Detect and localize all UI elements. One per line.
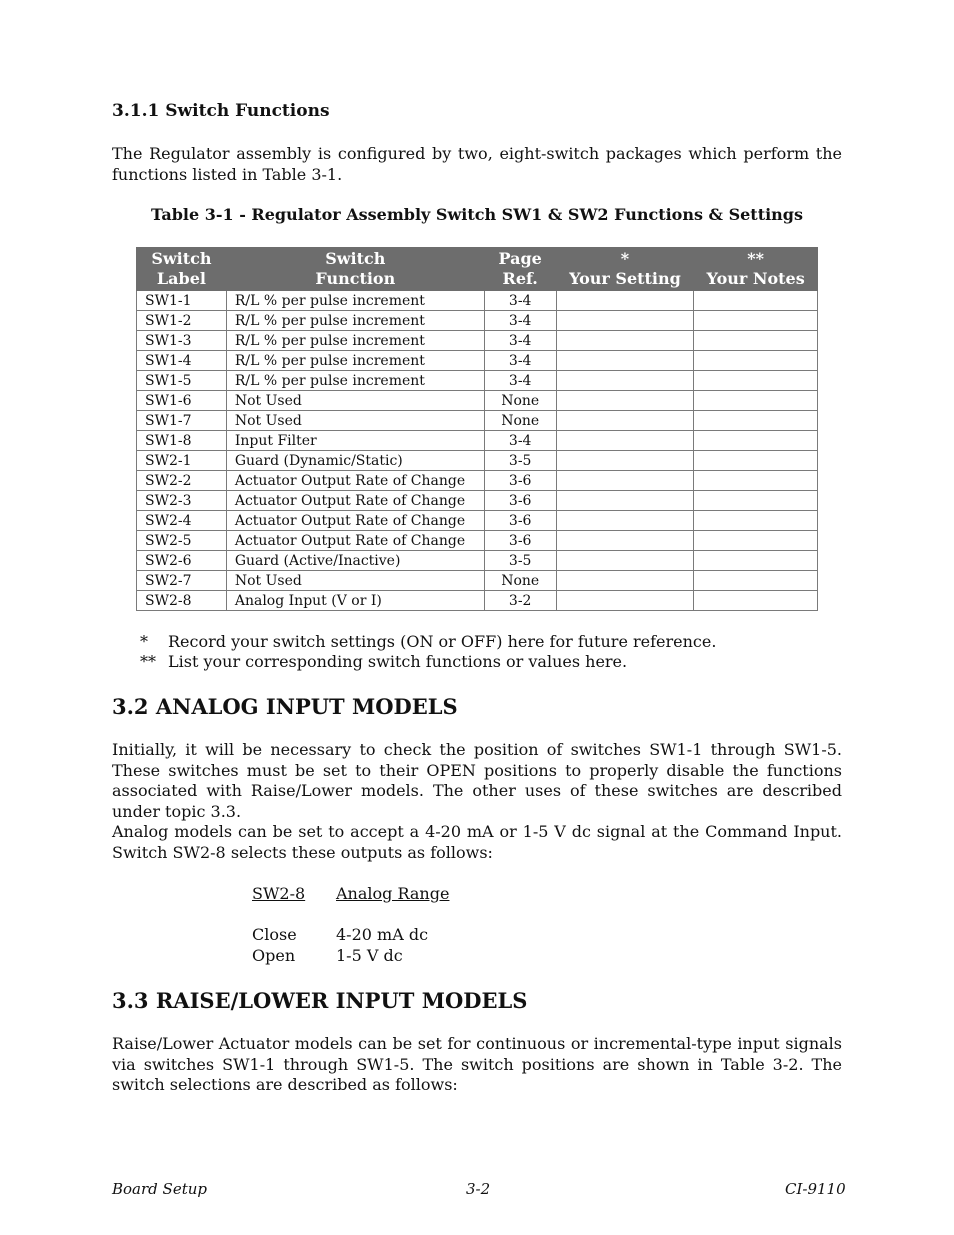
table-row (137, 311, 818, 331)
table-row (137, 451, 818, 471)
footnote-setting: * Record your switch settings (ON or OFF) here for future reference. (140, 632, 717, 651)
cell-switch-function: Guard (Active/Inactive) (226, 551, 484, 571)
cell-switch-label: SW1-4 (137, 351, 227, 371)
range-header-range: Analog Range (336, 884, 450, 903)
cell-your-notes (694, 451, 818, 471)
cell-switch-label: SW1-3 (137, 331, 227, 351)
table-header-row (137, 248, 818, 291)
cell-your-notes (694, 291, 818, 311)
cell-switch-label: SW2-3 (137, 491, 227, 511)
cell-your-notes (694, 311, 818, 331)
cell-switch-label: SW2-7 (137, 571, 227, 591)
cell-page-ref: 3-2 (484, 591, 556, 611)
cell-switch-label: SW2-8 (137, 591, 227, 611)
cell-switch-label: SW1-1 (137, 291, 227, 311)
section-3-2-paragraph-1: Initially, it will be necessary to check the position of switches SW1-1 through SW1-5. These switches must be set to their OPEN positions to properly disable the functions associated with Raise/Lower models. The other uses of these switches are described under topic 3.3. (112, 740, 842, 821)
cell-your-setting (556, 431, 694, 451)
cell-page-ref: 3-6 (484, 471, 556, 491)
header-switch-label: Switch Label (137, 248, 227, 291)
cell-your-setting (556, 571, 694, 591)
cell-page-ref: 3-4 (484, 311, 556, 331)
header-your-setting: * Your Setting (556, 248, 694, 291)
cell-page-ref: 3-4 (484, 331, 556, 351)
cell-switch-label: SW2-6 (137, 551, 227, 571)
cell-your-notes (694, 331, 818, 351)
cell-your-setting (556, 411, 694, 431)
table-caption: Table 3-1 - Regulator Assembly Switch SW1 & SW2 Functions & Settings (150, 205, 803, 224)
cell-switch-function: Actuator Output Rate of Change (226, 511, 484, 531)
cell-switch-label: SW2-2 (137, 471, 227, 491)
section-3-2-paragraph-2: Analog models can be set to accept a 4-20 mA or 1-5 V dc signal at the Command Input. Switch SW2-8 selects these outputs as follows: (112, 822, 842, 862)
footnote-notes: ** List your corresponding switch functions or values here. (140, 652, 628, 671)
cell-your-setting (556, 311, 694, 331)
section-3-1-1-heading: 3.1.1 Switch Functions (112, 101, 330, 121)
table-row (137, 571, 818, 591)
header-your-notes: ** Your Notes (694, 248, 818, 291)
cell-your-notes (694, 471, 818, 491)
table-row (137, 331, 818, 351)
table-row (137, 291, 818, 311)
cell-page-ref: None (484, 571, 556, 591)
cell-switch-label: SW1-8 (137, 431, 227, 451)
table-row (137, 531, 818, 551)
analog-range-header (252, 884, 450, 903)
cell-your-setting (556, 551, 694, 571)
cell-page-ref: None (484, 391, 556, 411)
table-row (137, 351, 818, 371)
header-page-ref: Page Ref. (484, 248, 556, 291)
cell-your-notes (694, 371, 818, 391)
table-row (137, 591, 818, 611)
cell-switch-function: R/L % per pulse increment (226, 331, 484, 351)
cell-your-setting (556, 291, 694, 311)
cell-page-ref: 3-4 (484, 431, 556, 451)
analog-range-row: Open 1-5 V dc (252, 946, 403, 965)
cell-switch-label: SW1-7 (137, 411, 227, 431)
analog-range-row: Close 4-20 mA dc (252, 925, 429, 944)
switch-functions-table (136, 247, 818, 611)
cell-your-setting (556, 391, 694, 411)
cell-switch-function: R/L % per pulse increment (226, 371, 484, 391)
cell-your-setting (556, 351, 694, 371)
header-switch-function: Switch Function (226, 248, 484, 291)
cell-switch-function: Not Used (226, 391, 484, 411)
section-3-2-heading: 3.2 ANALOG INPUT MODELS (112, 694, 458, 719)
cell-your-setting (556, 451, 694, 471)
cell-your-notes (694, 591, 818, 611)
cell-your-notes (694, 351, 818, 371)
cell-your-setting (556, 511, 694, 531)
cell-page-ref: 3-5 (484, 451, 556, 471)
cell-your-setting (556, 531, 694, 551)
cell-page-ref: None (484, 411, 556, 431)
cell-switch-function: Not Used (226, 411, 484, 431)
cell-page-ref: 3-4 (484, 351, 556, 371)
cell-page-ref: 3-5 (484, 551, 556, 571)
section-3-1-1-paragraph: The Regulator assembly is configured by two, eight-switch packages which perform the functions listed in Table 3-1. (112, 144, 842, 184)
cell-switch-label: SW2-1 (137, 451, 227, 471)
range-header-switch: SW2-8 (252, 884, 306, 903)
cell-your-setting (556, 491, 694, 511)
cell-your-notes (694, 431, 818, 451)
cell-page-ref: 3-6 (484, 531, 556, 551)
cell-your-notes (694, 491, 818, 511)
cell-switch-function: Actuator Output Rate of Change (226, 531, 484, 551)
cell-your-notes (694, 551, 818, 571)
cell-switch-function: Input Filter (226, 431, 484, 451)
cell-your-notes (694, 411, 818, 431)
footer-doc-id: CI-9110 (785, 1180, 846, 1198)
cell-your-notes (694, 531, 818, 551)
cell-page-ref: 3-4 (484, 291, 556, 311)
cell-switch-function: Guard (Dynamic/Static) (226, 451, 484, 471)
footer-page-number: 3-2 (466, 1180, 491, 1198)
table-row (137, 371, 818, 391)
cell-switch-label: SW2-5 (137, 531, 227, 551)
table-row (137, 511, 818, 531)
cell-page-ref: 3-6 (484, 511, 556, 531)
cell-switch-label: SW1-6 (137, 391, 227, 411)
cell-switch-function: R/L % per pulse increment (226, 291, 484, 311)
cell-switch-function: Not Used (226, 571, 484, 591)
section-3-3-heading: 3.3 RAISE/LOWER INPUT MODELS (112, 988, 528, 1013)
table-row (137, 471, 818, 491)
table-row (137, 391, 818, 411)
table-row (137, 411, 818, 431)
cell-your-setting (556, 371, 694, 391)
cell-your-setting (556, 331, 694, 351)
cell-switch-label: SW1-2 (137, 311, 227, 331)
cell-page-ref: 3-6 (484, 491, 556, 511)
footer-left: Board Setup (112, 1180, 207, 1198)
cell-switch-function: Actuator Output Rate of Change (226, 491, 484, 511)
cell-your-setting (556, 471, 694, 491)
cell-switch-function: R/L % per pulse increment (226, 351, 484, 371)
cell-your-notes (694, 391, 818, 411)
cell-your-setting (556, 591, 694, 611)
cell-your-notes (694, 571, 818, 591)
cell-switch-label: SW1-5 (137, 371, 227, 391)
table-row (137, 431, 818, 451)
table-row (137, 491, 818, 511)
cell-switch-function: Analog Input (V or I) (226, 591, 484, 611)
cell-switch-function: R/L % per pulse increment (226, 311, 484, 331)
section-3-3-paragraph: Raise/Lower Actuator models can be set for continuous or incremental-type input signals via switches SW1-1 through SW1-5. The switch positions are shown in Table 3-2. The switch selections are described as follows: (112, 1034, 842, 1094)
cell-switch-function: Actuator Output Rate of Change (226, 471, 484, 491)
cell-page-ref: 3-4 (484, 371, 556, 391)
cell-switch-label: SW2-4 (137, 511, 227, 531)
cell-your-notes (694, 511, 818, 531)
table-row (137, 551, 818, 571)
